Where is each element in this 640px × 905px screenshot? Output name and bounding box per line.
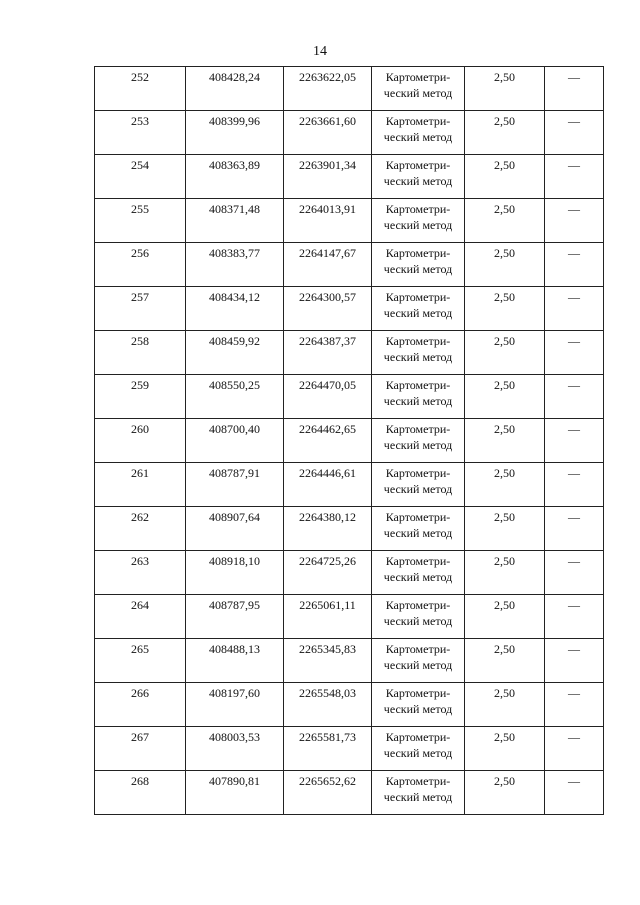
accuracy-cell: 2,50 bbox=[465, 463, 545, 507]
method-cell bbox=[372, 683, 465, 727]
method-cell bbox=[372, 199, 465, 243]
method-line-1: Картометри- bbox=[385, 554, 451, 568]
y-coordinate-cell: 2264470,05 bbox=[284, 375, 372, 419]
accuracy-cell: 2,50 bbox=[465, 111, 545, 155]
table-row bbox=[95, 155, 604, 199]
method-line-2: ческий метод bbox=[383, 130, 453, 144]
accuracy-cell: 2,50 bbox=[465, 243, 545, 287]
method-cell bbox=[372, 155, 465, 199]
x-coordinate-cell: 408459,92 bbox=[186, 331, 284, 375]
point-number-cell: 259 bbox=[95, 375, 186, 419]
table-row bbox=[95, 111, 604, 155]
method-cell bbox=[372, 639, 465, 683]
method-line-2: ческий метод bbox=[383, 350, 453, 364]
point-number-cell: 263 bbox=[95, 551, 186, 595]
x-coordinate-cell: 408003,53 bbox=[186, 727, 284, 771]
method-cell bbox=[372, 331, 465, 375]
method-line-2: ческий метод bbox=[383, 570, 453, 584]
table-row bbox=[95, 199, 604, 243]
table-row bbox=[95, 507, 604, 551]
accuracy-cell: 2,50 bbox=[465, 595, 545, 639]
point-number-cell: 253 bbox=[95, 111, 186, 155]
x-coordinate-cell: 408550,25 bbox=[186, 375, 284, 419]
method-line-1: Картометри- bbox=[385, 378, 451, 392]
y-coordinate-cell: 2264380,12 bbox=[284, 507, 372, 551]
table-row bbox=[95, 287, 604, 331]
note-cell: — bbox=[545, 331, 604, 375]
y-coordinate-cell: 2265061,11 bbox=[284, 595, 372, 639]
x-coordinate-cell: 408787,91 bbox=[186, 463, 284, 507]
method-cell bbox=[372, 595, 465, 639]
note-cell: — bbox=[545, 375, 604, 419]
method-line-2: ческий метод bbox=[383, 746, 453, 760]
note-cell: — bbox=[545, 507, 604, 551]
point-number-cell: 252 bbox=[95, 67, 186, 111]
method-line-2: ческий метод bbox=[383, 306, 453, 320]
note-cell: — bbox=[545, 595, 604, 639]
x-coordinate-cell: 408488,13 bbox=[186, 639, 284, 683]
x-coordinate-cell: 408434,12 bbox=[186, 287, 284, 331]
accuracy-cell: 2,50 bbox=[465, 199, 545, 243]
coordinates-table bbox=[94, 66, 604, 815]
accuracy-cell: 2,50 bbox=[465, 67, 545, 111]
x-coordinate-cell: 408399,96 bbox=[186, 111, 284, 155]
note-cell: — bbox=[545, 463, 604, 507]
note-cell: — bbox=[545, 683, 604, 727]
x-coordinate-cell: 408918,10 bbox=[186, 551, 284, 595]
method-cell bbox=[372, 551, 465, 595]
table-row bbox=[95, 243, 604, 287]
y-coordinate-cell: 2264013,91 bbox=[284, 199, 372, 243]
y-coordinate-cell: 2264300,57 bbox=[284, 287, 372, 331]
point-number-cell: 255 bbox=[95, 199, 186, 243]
note-cell: — bbox=[545, 67, 604, 111]
note-cell: — bbox=[545, 419, 604, 463]
y-coordinate-cell: 2265652,62 bbox=[284, 771, 372, 815]
note-cell: — bbox=[545, 551, 604, 595]
method-cell bbox=[372, 287, 465, 331]
method-cell bbox=[372, 67, 465, 111]
accuracy-cell: 2,50 bbox=[465, 551, 545, 595]
method-line-1: Картометри- bbox=[385, 114, 451, 128]
method-cell bbox=[372, 111, 465, 155]
method-cell bbox=[372, 463, 465, 507]
y-coordinate-cell: 2265581,73 bbox=[284, 727, 372, 771]
method-line-1: Картометри- bbox=[385, 290, 451, 304]
note-cell: — bbox=[545, 639, 604, 683]
accuracy-cell: 2,50 bbox=[465, 155, 545, 199]
point-number-cell: 265 bbox=[95, 639, 186, 683]
table-row bbox=[95, 463, 604, 507]
table-row bbox=[95, 639, 604, 683]
point-number-cell: 260 bbox=[95, 419, 186, 463]
method-line-2: ческий метод bbox=[383, 482, 453, 496]
method-line-1: Картометри- bbox=[385, 158, 451, 172]
table-body bbox=[95, 67, 604, 815]
x-coordinate-cell: 408363,89 bbox=[186, 155, 284, 199]
y-coordinate-cell: 2263901,34 bbox=[284, 155, 372, 199]
method-line-1: Картометри- bbox=[385, 774, 451, 788]
table-row bbox=[95, 67, 604, 111]
table-row bbox=[95, 771, 604, 815]
accuracy-cell: 2,50 bbox=[465, 287, 545, 331]
method-line-2: ческий метод bbox=[383, 86, 453, 100]
table-row bbox=[95, 331, 604, 375]
point-number-cell: 261 bbox=[95, 463, 186, 507]
accuracy-cell: 2,50 bbox=[465, 507, 545, 551]
method-line-1: Картометри- bbox=[385, 510, 451, 524]
point-number-cell: 268 bbox=[95, 771, 186, 815]
method-cell bbox=[372, 243, 465, 287]
x-coordinate-cell: 408383,77 bbox=[186, 243, 284, 287]
method-line-2: ческий метод bbox=[383, 262, 453, 276]
table-row bbox=[95, 375, 604, 419]
point-number-cell: 267 bbox=[95, 727, 186, 771]
note-cell: — bbox=[545, 727, 604, 771]
x-coordinate-cell: 408700,40 bbox=[186, 419, 284, 463]
table-row bbox=[95, 595, 604, 639]
method-line-1: Картометри- bbox=[385, 686, 451, 700]
y-coordinate-cell: 2264147,67 bbox=[284, 243, 372, 287]
y-coordinate-cell: 2263661,60 bbox=[284, 111, 372, 155]
table-row bbox=[95, 727, 604, 771]
method-cell bbox=[372, 419, 465, 463]
x-coordinate-cell: 407890,81 bbox=[186, 771, 284, 815]
point-number-cell: 256 bbox=[95, 243, 186, 287]
accuracy-cell: 2,50 bbox=[465, 771, 545, 815]
x-coordinate-cell: 408907,64 bbox=[186, 507, 284, 551]
method-line-2: ческий метод bbox=[383, 174, 453, 188]
note-cell: — bbox=[545, 155, 604, 199]
method-cell bbox=[372, 771, 465, 815]
point-number-cell: 264 bbox=[95, 595, 186, 639]
method-cell bbox=[372, 375, 465, 419]
point-number-cell: 254 bbox=[95, 155, 186, 199]
point-number-cell: 266 bbox=[95, 683, 186, 727]
method-line-2: ческий метод bbox=[383, 614, 453, 628]
method-line-2: ческий метод bbox=[383, 790, 453, 804]
note-cell: — bbox=[545, 243, 604, 287]
method-line-2: ческий метод bbox=[383, 394, 453, 408]
method-line-1: Картометри- bbox=[385, 598, 451, 612]
method-line-1: Картометри- bbox=[385, 642, 451, 656]
y-coordinate-cell: 2264387,37 bbox=[284, 331, 372, 375]
method-line-2: ческий метод bbox=[383, 526, 453, 540]
method-line-2: ческий метод bbox=[383, 438, 453, 452]
note-cell: — bbox=[545, 287, 604, 331]
x-coordinate-cell: 408197,60 bbox=[186, 683, 284, 727]
accuracy-cell: 2,50 bbox=[465, 639, 545, 683]
table-row bbox=[95, 419, 604, 463]
accuracy-cell: 2,50 bbox=[465, 683, 545, 727]
method-line-1: Картометри- bbox=[385, 466, 451, 480]
note-cell: — bbox=[545, 199, 604, 243]
table-row bbox=[95, 551, 604, 595]
method-line-1: Картометри- bbox=[385, 334, 451, 348]
y-coordinate-cell: 2263622,05 bbox=[284, 67, 372, 111]
table-row bbox=[95, 683, 604, 727]
accuracy-cell: 2,50 bbox=[465, 419, 545, 463]
method-line-1: Картометри- bbox=[385, 70, 451, 84]
y-coordinate-cell: 2264725,26 bbox=[284, 551, 372, 595]
method-line-1: Картометри- bbox=[385, 730, 451, 744]
page-number: 14 bbox=[313, 44, 327, 59]
method-cell bbox=[372, 507, 465, 551]
method-line-1: Картометри- bbox=[385, 202, 451, 216]
x-coordinate-cell: 408371,48 bbox=[186, 199, 284, 243]
accuracy-cell: 2,50 bbox=[465, 375, 545, 419]
method-line-1: Картометри- bbox=[385, 246, 451, 260]
note-cell: — bbox=[545, 771, 604, 815]
point-number-cell: 257 bbox=[95, 287, 186, 331]
y-coordinate-cell: 2265548,03 bbox=[284, 683, 372, 727]
x-coordinate-cell: 408787,95 bbox=[186, 595, 284, 639]
method-line-2: ческий метод bbox=[383, 218, 453, 232]
method-line-2: ческий метод bbox=[383, 658, 453, 672]
y-coordinate-cell: 2265345,83 bbox=[284, 639, 372, 683]
accuracy-cell: 2,50 bbox=[465, 331, 545, 375]
method-cell bbox=[372, 727, 465, 771]
point-number-cell: 262 bbox=[95, 507, 186, 551]
method-line-2: ческий метод bbox=[383, 702, 453, 716]
y-coordinate-cell: 2264462,65 bbox=[284, 419, 372, 463]
note-cell: — bbox=[545, 111, 604, 155]
y-coordinate-cell: 2264446,61 bbox=[284, 463, 372, 507]
point-number-cell: 258 bbox=[95, 331, 186, 375]
method-line-1: Картометри- bbox=[385, 422, 451, 436]
x-coordinate-cell: 408428,24 bbox=[186, 67, 284, 111]
accuracy-cell: 2,50 bbox=[465, 727, 545, 771]
